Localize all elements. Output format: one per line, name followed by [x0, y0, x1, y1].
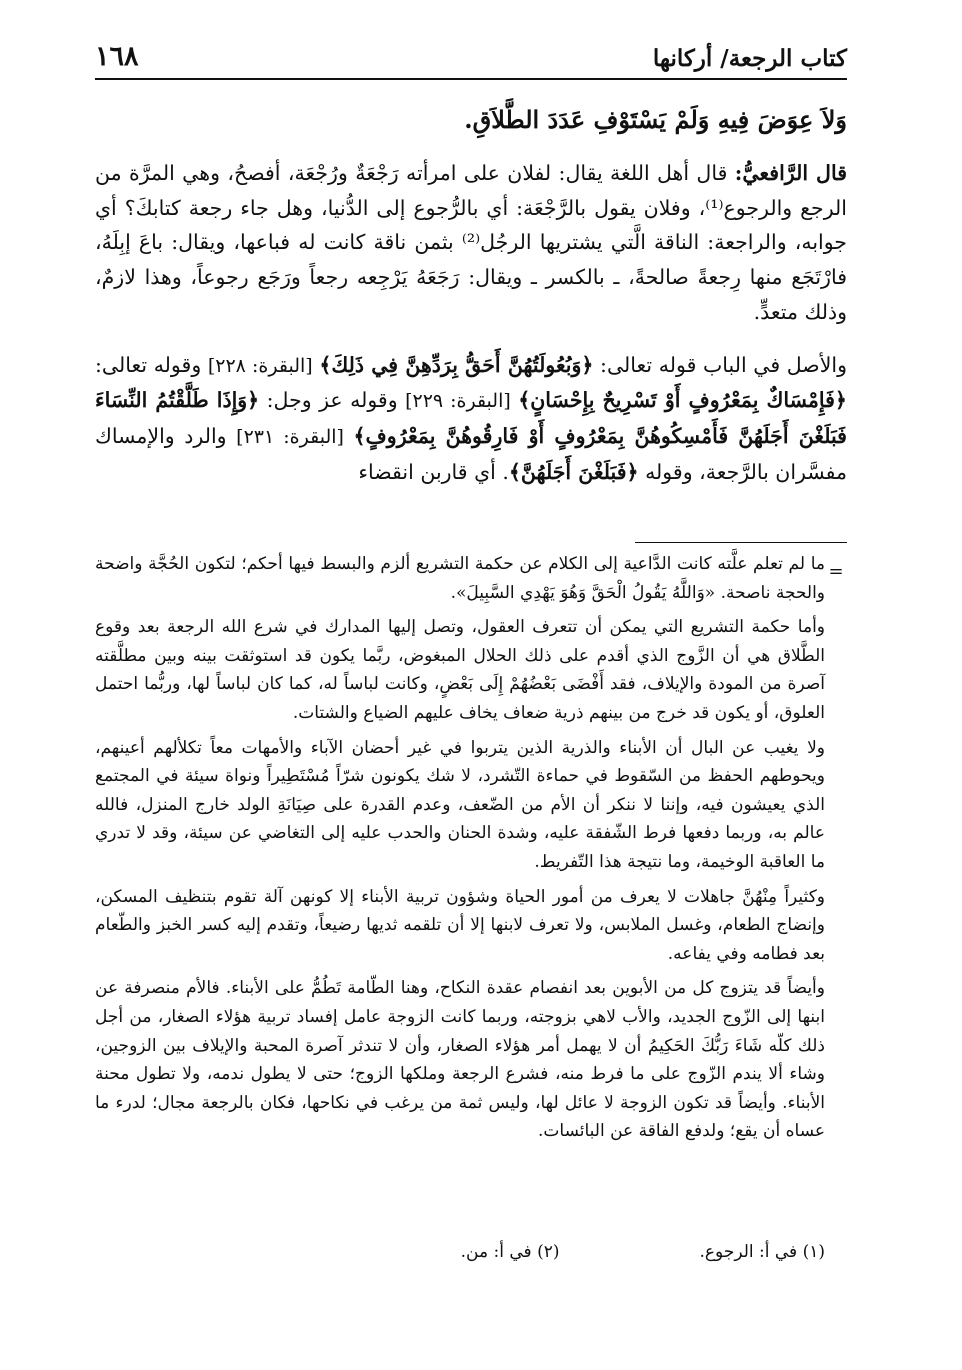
note-number: (١)	[802, 1242, 825, 1262]
footnote-divider	[635, 542, 847, 543]
verse-reference: [البقرة: ٢٢٩]	[405, 390, 511, 413]
note-text: في أ: الرجوع.	[699, 1242, 798, 1262]
textual-note	[699, 1238, 825, 1266]
verse-reference: [البقرة: ٢٢٨]	[207, 354, 313, 377]
evidence-text: والأصل في الباب قوله تعالى:	[600, 352, 847, 377]
quran-verse: ﴿وَبُعُولَتُهُنَّ أَحَقُّ بِرَدِّهِنَّ فِي ذَلِكَ﴾	[319, 352, 594, 377]
paragraph-evidence	[95, 348, 847, 490]
footnote-paragraph: ما لم تعلم علَّته كانت الدَّاعية إلى الكلام عن حكمة التشريع ألزم والبسط فيها أحكم؛ لتكون الحُجَّة واضحة والحجة ناصحة. «وَاللَّهُ يَقُولُ الْحَقَّ وَهُوَ يَهْدِي السَّبِيلَ».	[95, 554, 825, 603]
verse-reference: [البقرة: ٢٣١]	[236, 425, 344, 448]
footnote-paragraph: وأيضاً قد يتزوج كل من الأبوين بعد انفصام عقدة النكاح، وهنا الطّامة تَطُمُّ على الأبناء. فالأم منصرفة عن ابنها إلى الزّوج الجديد، والأب لاهي بزوجته، وربما كانت الزوجة عامل إفساد تربية هؤلاء الصغار، من أجل ذلك كلّه شَاءَ رَبُّكَ الحَكِيمُ أن لا يهمل أمر هؤلاء الصغار، وأن لا تندثر آصرة المحبة والإيلاف بين الزوجين، وشاء ألا يندم الزّوج على ما فرط منه، فشرع الرجعة وملكها الزوج؛ حتى لا يطول ندمه، ولا تطول محنة الأبناء. وأيضاً قد تكون الزوجة لا عائل لها، وليس ثمة من يرغب في نكاحها، فكان بالرجعة مجال؛ لدرء ما عساه أن يقع؛ ولدفع الفاقة عن البائسات.	[95, 978, 825, 1142]
textual-note	[461, 1238, 560, 1266]
textual-notes	[95, 1238, 825, 1266]
page-header	[95, 28, 847, 80]
evidence-text: وقوله تعالى:	[95, 352, 202, 377]
footnote-paragraph: وكثيراً مِنْهُنَّ جاهلات لا يعرف من أمور الحياة وشؤون تربية الأبناء إلا كونهن آلة تقوم بتنظيف المسكن، وإنضاج الطعام، وغسل الملابس، ولا تعرف لابنها إلا أن تلقمه ثديها رضيعاً، وتقدم إليه كسر الخبز والطّعام بعد فطامه وفي يفاعه.	[95, 886, 825, 964]
quran-verse: ﴿وَإِذَا طَلَّقْتُمُ النِّسَاءَ فَبَلَغْنَ أَجَلَهُنَّ فَأَمْسِكُوهُنَّ بِمَعْرُوفٍ أَوْ فَارِقُوهُنَّ بِمَعْرُوفٍ﴾	[95, 388, 847, 448]
paragraph-text: قال أهل اللغة يقال: لفلان على امرأته رَجْعَةٌ ورُجْعَة، أفصحُ، وهي المرَّة من الرجع والرجوع⁽¹⁾، وفلان يقول بالرَّجْعَة: أي بالرُّجوع إلى الدُّنيا، وهل جاء رجعة كتابكَ؟ أي جوابه، والراجعة: الناقة الَّتي يشتريها الرجُل⁽²⁾ بثمن ناقة كانت له فباعها، ويقال: باعَ إبِلَهُ، فارْتَجَع منها رِجعةً صالحةً، ـ بالكسر ـ ويقال: رَجَعَهُ يَرْجِعه رجعاً ورَجَع رجوعاً، وهذا لازمٌ، وذلك متعدٍّ.	[95, 161, 847, 324]
footnote-section	[95, 550, 825, 1152]
evidence-text: والرد والإمساك مفسَّران بالرَّجعة، وقوله	[95, 423, 847, 484]
evidence-text: . أي قاربن انقضاء	[358, 459, 509, 484]
footnote-continuation-mark: =	[828, 561, 844, 582]
quran-verse: ﴿فَبَلَغْنَ أَجَلَهُنَّ﴾	[508, 459, 639, 484]
footnote-paragraph: ولا يغيب عن البال أن الأبناء والذرية الذين يتربوا في غير أحضان الآباء والأمهات معاً تكلألهم أعينهم، ويحوطهم الحفظ من السّقوط في حماءة التّشرد، لا شك يكونون شرّاً مُسْتَطِيراً ونواة سيئة في المجتمع الذي يعيشون فيه، وإننا لا ننكر أن الأم من الضّعف، وعدم القدرة على صِيَانَةِ الولد خارج المنزل، فالله عالم به، وربما دفعها فرط الشّفقة عليه، وشدة الحنان والحدب عليه إلى التغاضي عن سيئة، وقد لا تدري ما العاقبة الوخيمة، وما نتيجة هذا التّفريط.	[95, 737, 825, 872]
running-title: كتاب الرجعة/ أركانها	[652, 45, 847, 72]
page-number: ١٦٨	[95, 41, 139, 72]
quran-verse: ﴿فَإِمْسَاكٌ بِمَعْرُوفٍ أَوْ تَسْرِيحٌ بِإِحْسَانٍ﴾	[518, 388, 847, 413]
commentary-body	[95, 156, 847, 507]
note-number: (٢)	[537, 1242, 560, 1262]
footnote-paragraph: وأما حكمة التشريع التي يمكن أن تتعرف العقول، وتصل إليها المدارك في شرع الله الرجعة بعد وقوع الطَّلاق هي أن الزَّوج الذي أقدم على ذلك الحلال المبغوض، ربَّما يكون قد استوثقت بينه وبين مطلَّقته آصرة من المودة والإيلاف، فقد أَفْضَى بَعْضُهُمْ إِلَى بَعْضٍ، وكانت لباساً له، كما كان لباساً لها، وربُّما احتمل العلوق، أو يكون قد خرج من بينهم ذرية ضعاف يخاف عليهم الضياع والشتات.	[95, 617, 825, 723]
evidence-text: وقوله عز وجل:	[266, 388, 398, 413]
matn-text: وَلاَ عِوَضَ فِيهِ وَلَمْ يَسْتَوْفِ عَدَدَ الطَّلاَقِ.	[464, 105, 847, 134]
note-text: في أ: من.	[460, 1242, 532, 1262]
paragraph-lexical	[95, 156, 847, 330]
author-lead: قال الرَّافعيُّ:	[734, 161, 847, 185]
